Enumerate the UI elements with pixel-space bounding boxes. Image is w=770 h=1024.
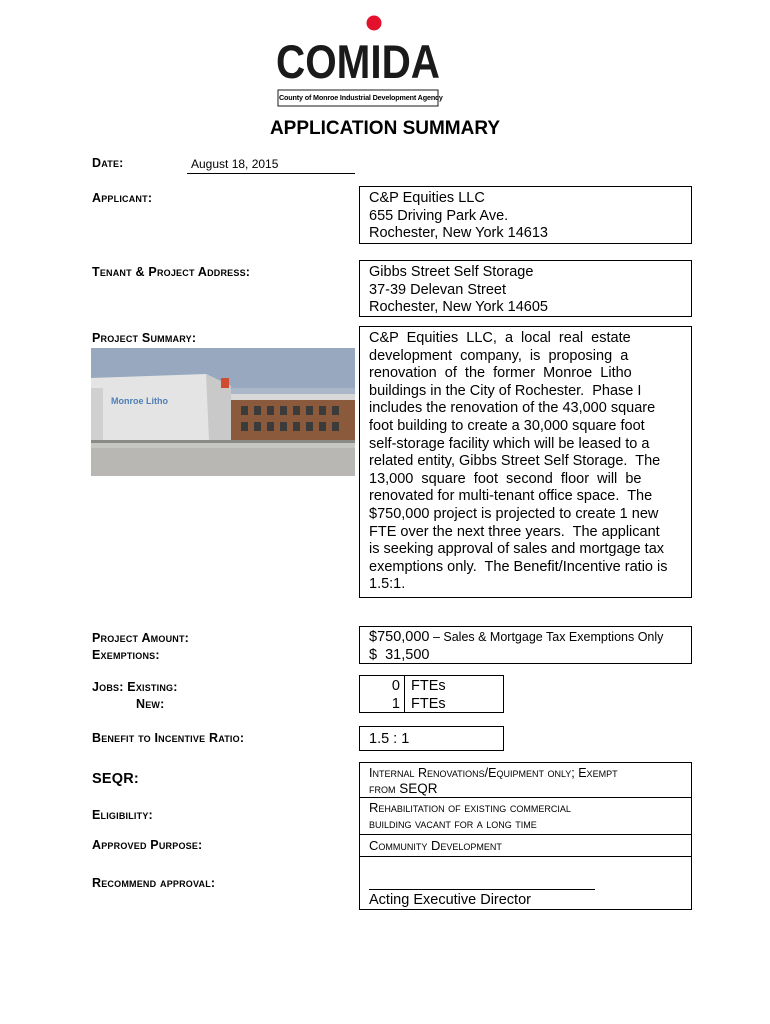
jobs-existing-label: Jobs: Existing: [92, 680, 178, 694]
summary-line: renovated for multi-tenant office space. The [369, 488, 653, 505]
summary-line: exemptions only. The Benefit/Incentive ratio is [369, 558, 668, 575]
eligibility-line2: building vacant for a long time [369, 817, 537, 831]
ratio-value: 1.5 : 1 [369, 731, 410, 747]
jobs-new-unit: FTEs [411, 695, 446, 712]
signature-line [369, 889, 595, 890]
applicant-street: 655 Driving Park Ave. [369, 207, 509, 224]
summary-line: includes the renovation of the 43,000 square [369, 400, 656, 417]
summary-line: self-storage facility which will be leased to a [369, 435, 650, 452]
signer-title: Acting Executive Director [369, 892, 531, 908]
building-photo [91, 348, 355, 476]
applicant-name: C&P Equities LLC [369, 190, 485, 206]
applicant-label: Applicant: [92, 191, 153, 205]
summary-line: C&P Equities LLC, a local real estate [369, 330, 631, 346]
summary-line: development company, is proposing a [369, 347, 629, 364]
jobs-new-value: 1 [391, 695, 400, 712]
project-amount-label: Project Amount: [92, 631, 190, 645]
purpose-divider [360, 856, 691, 857]
ratio-label: Benefit to Incentive Ratio: [92, 731, 245, 745]
summary-line: is seeking approval of sales and mortgage tax [369, 541, 665, 558]
summary-line: $750,000 project is projected to create 1 new [369, 505, 659, 522]
summary-line: renovation of the former Monroe Litho [369, 365, 632, 382]
eligibility-label: Eligibility: [92, 808, 153, 822]
page-title: APPLICATION SUMMARY [269, 118, 501, 139]
exemptions-label: Exemptions: [92, 648, 160, 662]
approved-purpose-value: Community Development [369, 838, 502, 853]
summary-line: foot building to create a 30,000 square foot [369, 417, 645, 434]
tenant-street: 37-39 Delevan Street [369, 281, 507, 298]
recommend-label: Recommend approval: [92, 876, 216, 890]
tenant-name: Gibbs Street Self Storage [369, 264, 534, 280]
tenant-city: Rochester, New York 14605 [369, 299, 548, 316]
date-field [187, 153, 355, 174]
exemption-note: – Sales & Mortgage Tax Exemptions Only [429, 630, 664, 644]
summary-line: 13,000 square foot second floor will be [369, 470, 642, 487]
exemptions-value: $ 31,500 [369, 646, 430, 663]
approved-purpose-label: Approved Purpose: [92, 838, 203, 852]
jobs-box [359, 675, 504, 713]
tenant-box [359, 260, 692, 317]
eligibility-divider [360, 834, 691, 835]
project-summary-label: Project Summary: [92, 331, 197, 345]
tenant-label: Tenant & Project Address: [92, 265, 251, 279]
seqr-line2: from SEQR [369, 781, 438, 796]
seqr-divider [360, 797, 691, 798]
seqr-line1: Internal Renovations/Equipment only; Exempt [369, 766, 618, 780]
building-illustration [91, 348, 355, 476]
project-summary-box [359, 326, 692, 598]
summary-line: 1.5:1. [369, 576, 406, 593]
photo-sign-text: Monroe Litho [111, 396, 168, 406]
jobs-existing-unit: FTEs [411, 678, 446, 694]
logo-wordmark: COMIDA [276, 35, 440, 88]
project-amount-value: $750,000 [369, 629, 430, 645]
approval-box [359, 762, 692, 910]
applicant-box [359, 186, 692, 244]
seqr-label: SEQR: [92, 771, 139, 787]
ratio-box [359, 726, 504, 751]
date-label: Date: [92, 156, 124, 170]
jobs-existing-value: 0 [391, 678, 400, 694]
eligibility-line1: Rehabilitation of existing commercial [369, 800, 571, 815]
applicant-city: Rochester, New York 14613 [369, 225, 548, 242]
jobs-divider [404, 676, 405, 712]
jobs-new-label: New: [136, 697, 165, 711]
summary-line: related entity, Gibbs Street Self Storage. The [369, 453, 661, 470]
summary-line: FTE over the next three years. The applicant [369, 523, 660, 540]
date-value: August 18, 2015 [191, 157, 279, 171]
summary-line: buildings in the City of Rochester. Phase I [369, 382, 642, 399]
project-amount-box [359, 626, 692, 664]
logo-subtitle: County of Monroe Industrial Development Agency [279, 93, 443, 102]
